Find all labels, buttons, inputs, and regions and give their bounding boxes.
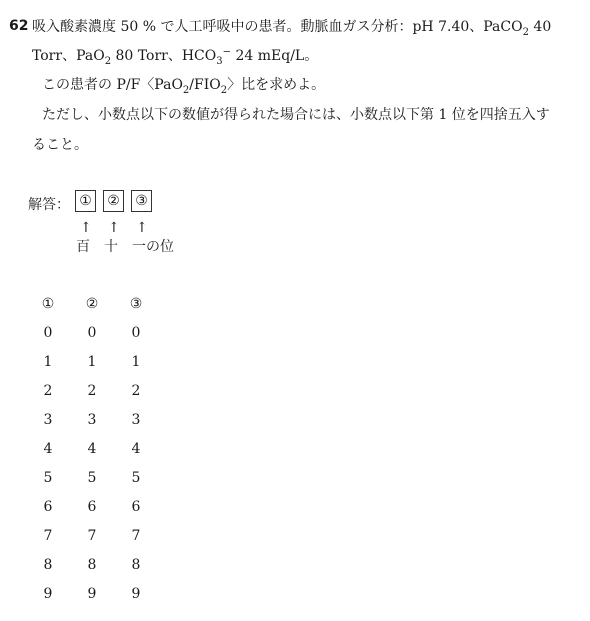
question-line-1: 吸入酸素濃度 50 % で人工呼吸中の患者。動脈血ガス分析：pH 7.40、PaCO$_2$ 40 (32, 19, 552, 38)
digit-option[interactable]: 2 (131, 383, 141, 399)
question-line-5: ること。 (32, 137, 88, 153)
digit-option[interactable]: 7 (131, 528, 141, 544)
digit-option[interactable]: 8 (131, 557, 141, 573)
digit-option[interactable]: 7 (87, 528, 97, 544)
digit-option[interactable]: 4 (131, 441, 141, 457)
digit-option[interactable]: 0 (43, 325, 53, 341)
digit-option[interactable]: 7 (43, 528, 53, 544)
digit-option[interactable]: 4 (87, 441, 97, 457)
digit-option[interactable]: 9 (131, 586, 141, 602)
digit-column-header: ③ (129, 296, 143, 312)
digit-option[interactable]: 3 (131, 412, 141, 428)
question-line-3: この患者の P/F〈$PaO_2/FIO_2$〉比を求めよ。 (42, 77, 326, 96)
digit-option[interactable]: 3 (43, 412, 53, 428)
digit-option[interactable]: 0 (131, 325, 141, 341)
digit-option[interactable]: 8 (87, 557, 97, 573)
digit-option[interactable]: 3 (87, 412, 97, 428)
up-arrow-icon: ↑ (108, 220, 120, 236)
digit-column-3 (126, 295, 146, 614)
digit-option[interactable]: 1 (43, 354, 53, 370)
digit-option[interactable]: 4 (43, 441, 53, 457)
digit-option[interactable]: 2 (43, 383, 53, 399)
digit-option[interactable]: 8 (43, 557, 53, 573)
digit-column-2 (82, 295, 102, 614)
answer-box-2[interactable]: ② (103, 190, 124, 212)
digit-option[interactable]: 1 (131, 354, 141, 370)
place-label-tens: 十 (104, 239, 118, 255)
digit-option[interactable]: 5 (87, 470, 97, 486)
digit-option[interactable]: 6 (87, 499, 97, 515)
digit-option[interactable]: 6 (131, 499, 141, 515)
digit-option[interactable]: 2 (87, 383, 97, 399)
question-line-2: Torr、PaO$_2$ 80 Torr、$HCO_3^-$ 24 mEq/L。 (32, 46, 319, 67)
digit-column-header: ① (41, 296, 55, 312)
answer-label: 解答： (28, 197, 70, 213)
digit-option[interactable]: 5 (43, 470, 53, 486)
digit-option[interactable]: 9 (43, 586, 53, 602)
digit-option[interactable]: 9 (87, 586, 97, 602)
question-number: 62 (9, 18, 29, 34)
digit-option[interactable]: 6 (43, 499, 53, 515)
digit-column-header: ② (85, 296, 99, 312)
digit-column-1 (38, 295, 58, 614)
digit-option[interactable]: 5 (131, 470, 141, 486)
digit-option[interactable]: 1 (87, 354, 97, 370)
up-arrow-icon: ↑ (136, 220, 148, 236)
up-arrow-icon: ↑ (80, 220, 92, 236)
place-label-hundreds: 百 (76, 239, 90, 255)
answer-box-3[interactable]: ③ (131, 190, 152, 212)
place-label-ones: 一の位 (132, 239, 174, 255)
answer-box-1[interactable]: ① (75, 190, 96, 212)
question-line-4: ただし、小数点以下の数値が得られた場合には、小数点以下第 1 位を四捨五入す (42, 107, 550, 123)
digit-option[interactable]: 0 (87, 325, 97, 341)
